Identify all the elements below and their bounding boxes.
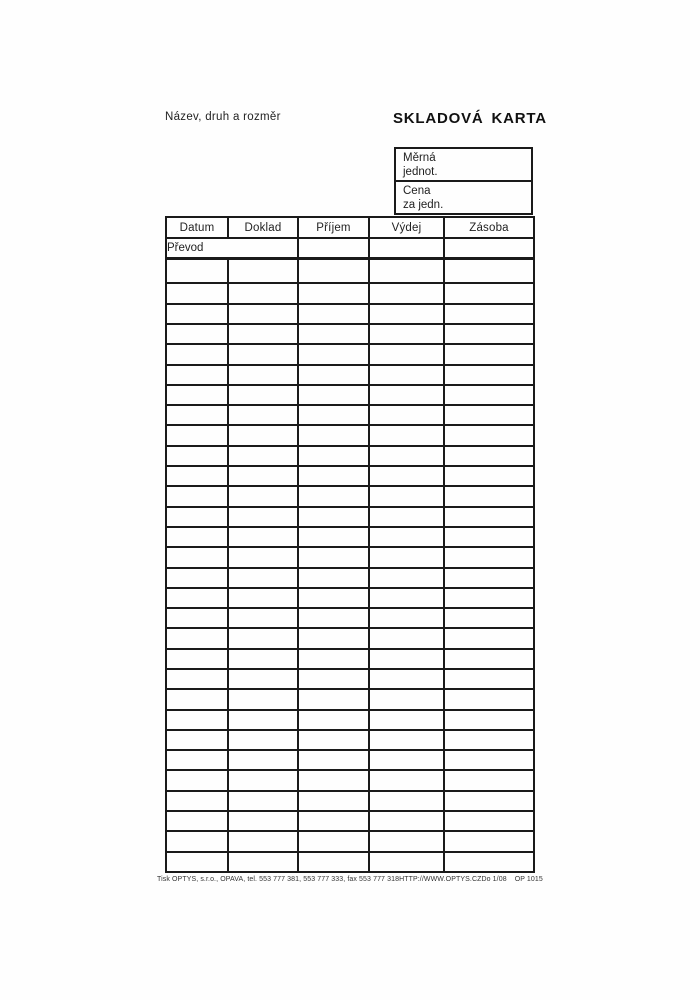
empty-cell (444, 466, 534, 486)
empty-cell (298, 588, 369, 608)
empty-cell (166, 258, 228, 283)
table-row (166, 710, 534, 730)
empty-cell (298, 852, 369, 872)
empty-cell (298, 730, 369, 750)
empty-cell (166, 588, 228, 608)
empty-cell (298, 304, 369, 324)
empty-cell (228, 446, 298, 466)
empty-cell (166, 669, 228, 689)
empty-cell (369, 689, 444, 709)
unit-label-line2: jednot. (403, 165, 438, 178)
empty-cell (444, 258, 534, 283)
website-url: HTTP://WWW.OPTYS.CZ (399, 876, 482, 883)
table-row (166, 446, 534, 466)
empty-cell (228, 405, 298, 425)
empty-cell (298, 669, 369, 689)
empty-cell (444, 425, 534, 445)
empty-cell (228, 791, 298, 811)
empty-cell (369, 365, 444, 385)
empty-cell (298, 770, 369, 790)
empty-cell (369, 568, 444, 588)
empty-cell (228, 547, 298, 567)
empty-cell (444, 628, 534, 648)
empty-cell (228, 750, 298, 770)
table-row (166, 831, 534, 851)
empty-cell (298, 258, 369, 283)
empty-cell (228, 344, 298, 364)
empty-cell (228, 283, 298, 303)
table-header-row (166, 217, 534, 238)
empty-cell (369, 425, 444, 445)
table-row (166, 324, 534, 344)
empty-cell (369, 710, 444, 730)
empty-cell (369, 486, 444, 506)
column-header-vydej: Výdej (369, 217, 444, 238)
empty-cell (228, 770, 298, 790)
empty-cell (228, 365, 298, 385)
empty-cell (369, 852, 444, 872)
empty-cell (298, 689, 369, 709)
table-body (166, 238, 534, 872)
empty-cell (228, 730, 298, 750)
table-row (166, 405, 534, 425)
table-row (166, 628, 534, 648)
empty-cell (166, 770, 228, 790)
empty-cell (369, 669, 444, 689)
transfer-prijem-cell (298, 238, 369, 258)
empty-cell (444, 446, 534, 466)
table-row (166, 689, 534, 709)
empty-cell (369, 608, 444, 628)
empty-cell (369, 344, 444, 364)
empty-cell (444, 608, 534, 628)
price-label-line1: Cena (403, 185, 431, 197)
empty-cell (298, 527, 369, 547)
empty-cell (166, 385, 228, 405)
empty-cell (369, 258, 444, 283)
price-per-unit-cell (396, 182, 531, 213)
empty-cell (166, 547, 228, 567)
empty-cell (369, 466, 444, 486)
empty-cell (444, 304, 534, 324)
empty-cell (369, 547, 444, 567)
empty-cell (166, 527, 228, 547)
empty-cell (298, 750, 369, 770)
form-title: SKLADOVÁ KARTA (393, 110, 547, 127)
table-row (166, 344, 534, 364)
empty-cell (444, 507, 534, 527)
column-header-doklad: Doklad (228, 217, 298, 238)
empty-cell (228, 486, 298, 506)
empty-cell (298, 405, 369, 425)
empty-cell (166, 365, 228, 385)
unit-of-measure-cell (396, 149, 531, 182)
empty-cell (228, 628, 298, 648)
table-row (166, 258, 534, 283)
table-row (166, 770, 534, 790)
empty-cell (369, 831, 444, 851)
transfer-zasoba-cell (444, 238, 534, 258)
empty-cell (369, 527, 444, 547)
empty-cell (228, 507, 298, 527)
empty-cell (369, 811, 444, 831)
empty-cell (228, 669, 298, 689)
empty-cell (444, 283, 534, 303)
empty-cell (444, 730, 534, 750)
empty-cell (166, 750, 228, 770)
empty-cell (444, 750, 534, 770)
empty-cell (166, 608, 228, 628)
empty-cell (166, 466, 228, 486)
empty-cell (298, 831, 369, 851)
table-row (166, 365, 534, 385)
empty-cell (298, 628, 369, 648)
table-row (166, 547, 534, 567)
empty-cell (369, 283, 444, 303)
empty-cell (166, 425, 228, 445)
table-row (166, 568, 534, 588)
empty-cell (298, 425, 369, 445)
empty-cell (166, 710, 228, 730)
empty-cell (444, 791, 534, 811)
empty-cell (444, 588, 534, 608)
table-row (166, 466, 534, 486)
table-row (166, 669, 534, 689)
transfer-row (166, 238, 534, 258)
table-row (166, 507, 534, 527)
empty-cell (228, 425, 298, 445)
empty-cell (444, 689, 534, 709)
empty-cell (166, 628, 228, 648)
empty-cell (444, 486, 534, 506)
footer-codes (481, 876, 542, 883)
table-row (166, 649, 534, 669)
column-header-prijem: Příjem (298, 217, 369, 238)
empty-cell (166, 344, 228, 364)
empty-cell (444, 344, 534, 364)
transfer-vydej-cell (369, 238, 444, 258)
empty-cell (228, 608, 298, 628)
empty-cell (298, 568, 369, 588)
empty-cell (369, 446, 444, 466)
empty-cell (298, 811, 369, 831)
table-row (166, 304, 534, 324)
empty-cell (228, 689, 298, 709)
table-row (166, 791, 534, 811)
empty-cell (444, 649, 534, 669)
empty-cell (298, 649, 369, 669)
empty-cell (166, 283, 228, 303)
empty-cell (166, 831, 228, 851)
table-row (166, 852, 534, 872)
table-row (166, 486, 534, 506)
empty-cell (228, 811, 298, 831)
empty-cell (369, 628, 444, 648)
empty-cell (228, 324, 298, 344)
empty-cell (228, 588, 298, 608)
table-row (166, 730, 534, 750)
empty-cell (166, 324, 228, 344)
empty-cell (298, 365, 369, 385)
empty-cell (298, 791, 369, 811)
empty-cell (369, 770, 444, 790)
empty-cell (166, 446, 228, 466)
empty-cell (298, 710, 369, 730)
empty-cell (228, 258, 298, 283)
transfer-label-cell: Převod (166, 238, 298, 258)
table-row (166, 588, 534, 608)
empty-cell (444, 770, 534, 790)
empty-cell (444, 811, 534, 831)
table-row (166, 608, 534, 628)
column-header-datum: Datum (166, 217, 228, 238)
table-row (166, 425, 534, 445)
unit-label-line1: Měrná (403, 152, 436, 164)
empty-cell (298, 507, 369, 527)
empty-cell (228, 385, 298, 405)
empty-cell (298, 385, 369, 405)
empty-cell (298, 547, 369, 567)
form-code: OP 1015 (514, 876, 543, 883)
footer (157, 876, 543, 883)
empty-cell (369, 649, 444, 669)
column-header-zasoba: Zásoba (444, 217, 534, 238)
empty-cell (298, 283, 369, 303)
empty-cell (228, 831, 298, 851)
price-label-line2: za jedn. (403, 198, 444, 211)
empty-cell (369, 385, 444, 405)
stock-table (165, 216, 535, 873)
empty-cell (228, 568, 298, 588)
empty-cell (298, 608, 369, 628)
name-type-size-label: Název, druh a rozměr (165, 111, 281, 123)
empty-cell (298, 344, 369, 364)
empty-cell (444, 527, 534, 547)
empty-cell (369, 304, 444, 324)
empty-cell (369, 791, 444, 811)
empty-cell (444, 831, 534, 851)
empty-cell (298, 446, 369, 466)
empty-cell (166, 568, 228, 588)
empty-cell (369, 588, 444, 608)
empty-cell (369, 405, 444, 425)
empty-cell (369, 730, 444, 750)
empty-cell (444, 547, 534, 567)
empty-cell (444, 568, 534, 588)
empty-cell (228, 649, 298, 669)
table-row (166, 811, 534, 831)
empty-cell (444, 710, 534, 730)
empty-cell (228, 852, 298, 872)
empty-cell (228, 710, 298, 730)
unit-price-box (394, 147, 533, 215)
empty-cell (166, 689, 228, 709)
empty-cell (228, 466, 298, 486)
empty-cell (369, 750, 444, 770)
empty-cell (166, 852, 228, 872)
printer-info: Tisk OPTYS, s.r.o., OPAVA, tel. 553 777 381, 553 777 333, fax 553 777 318 (157, 876, 400, 883)
empty-cell (444, 324, 534, 344)
empty-cell (369, 324, 444, 344)
empty-cell (444, 365, 534, 385)
empty-cell (444, 385, 534, 405)
empty-cell (166, 811, 228, 831)
empty-cell (166, 649, 228, 669)
table-row (166, 283, 534, 303)
empty-cell (444, 405, 534, 425)
empty-cell (228, 304, 298, 324)
empty-cell (166, 730, 228, 750)
empty-cell (166, 507, 228, 527)
table-row (166, 385, 534, 405)
table-row (166, 750, 534, 770)
empty-cell (166, 486, 228, 506)
empty-cell (444, 852, 534, 872)
table-row (166, 527, 534, 547)
empty-cell (298, 324, 369, 344)
empty-cell (166, 304, 228, 324)
empty-cell (228, 527, 298, 547)
empty-cell (369, 507, 444, 527)
empty-cell (298, 466, 369, 486)
empty-cell (166, 405, 228, 425)
empty-cell (298, 486, 369, 506)
empty-cell (444, 669, 534, 689)
edition-code: Do 1/08 (481, 876, 507, 883)
empty-cell (166, 791, 228, 811)
